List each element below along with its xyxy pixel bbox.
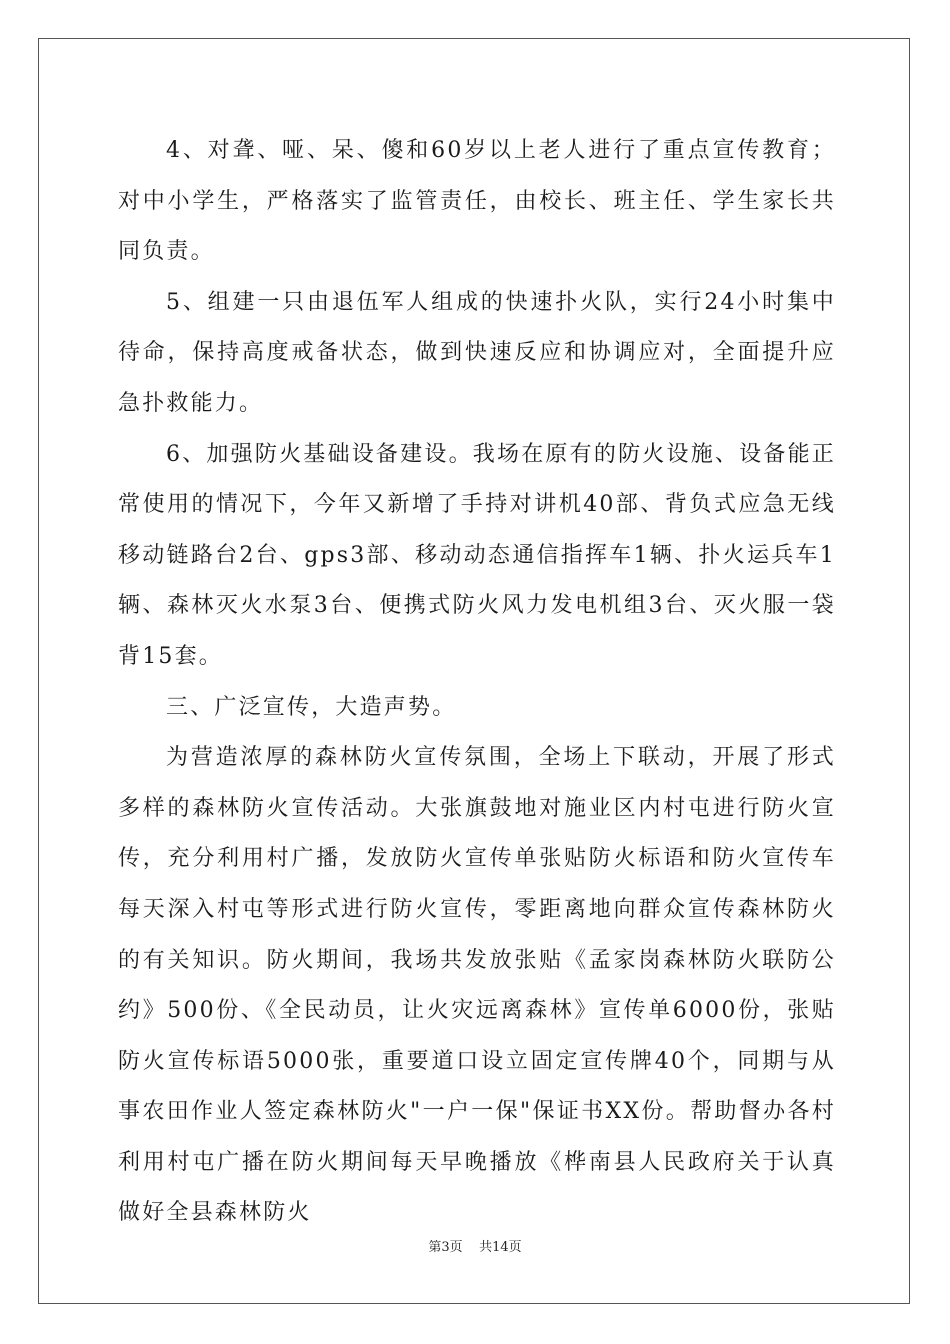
page-number: 第3页	[428, 1240, 463, 1255]
paragraph-item-5: 5、组建一只由退伍军人组成的快速扑火队，实行24小时集中待命，保持高度戒备状态，做到快速反应和协调应对，全面提升应急扑救能力。	[118, 289, 836, 416]
page-footer	[0, 1239, 950, 1257]
section-heading: 三、广泛宣传，大造声势。	[166, 694, 457, 720]
paragraph-item-4: 4、对聋、哑、呆、傻和60岁以上老人进行了重点宣传教育；对中小学生，严格落实了监管责任，由校长、班主任、学生家长共同负责。	[118, 138, 836, 265]
total-pages: 共14页	[479, 1240, 522, 1255]
paragraph-item-6: 6、加强防火基础设备建设。我场在原有的防火设施、设备能正常使用的情况下，今年又新增了手持对讲机40部、背负式应急无线移动链路台2台、gps3部、移动动态通信指挥车1辆、扑火运兵车1辆、森林灭火水泵3台、便携式防火风力发电机组3台、灭火服一袋背15套。	[118, 441, 836, 669]
document-body	[118, 126, 836, 1239]
paragraph-publicity: 为营造浓厚的森林防火宣传氛围，全场上下联动，开展了形式多样的森林防火宣传活动。大张旗鼓地对施业区内村屯进行防火宣传，充分利用村广播，发放防火宣传单张贴防火标语和防火宣传车每天深入村屯等形式进行防火宣传，零距离地向群众宣传森林防火的有关知识。防火期间，我场共发放张贴《孟家岗森林防火联防公约》500份、《全民动员，让火灾远离森林》宣传单6000份，张贴防火宣传标语5000张，重要道口设立固定宣传牌40个，同期与从事农田作业人签定森林防火"一户一保"保证书XX份。帮助督办各村利用村屯广播在防火期间每天早晚播放《桦南县人民政府关于认真做好全县森林防火	[118, 745, 836, 1226]
